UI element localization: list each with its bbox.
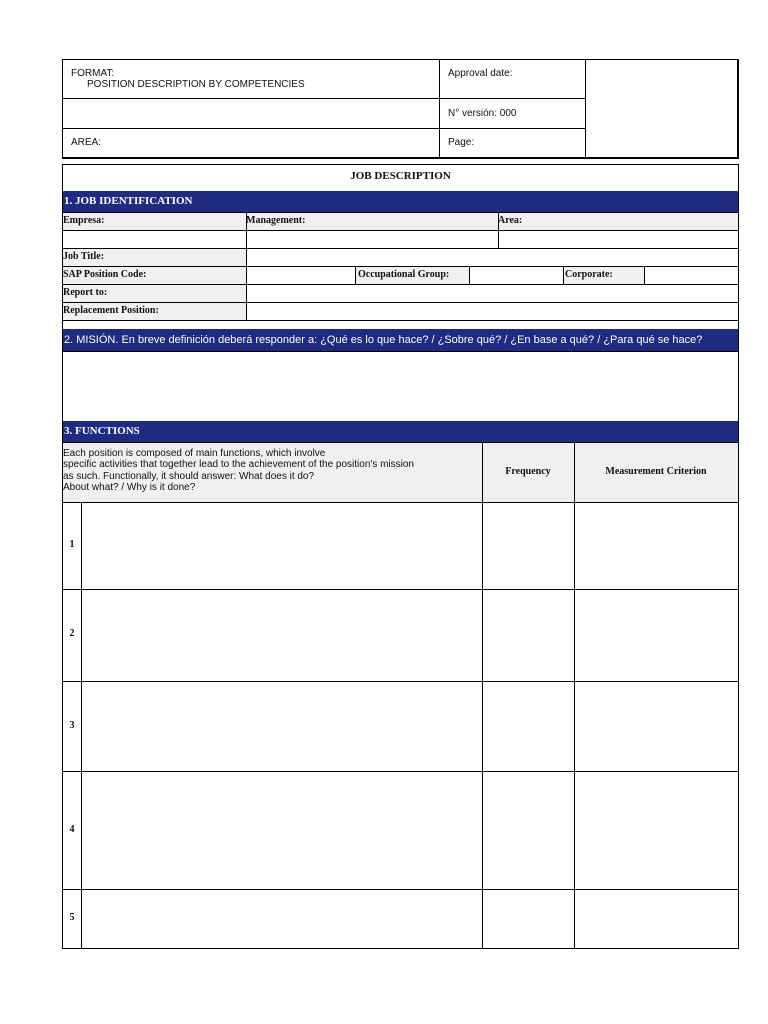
job-title-label: Job Title: (63, 251, 105, 262)
section-1-heading: 1. JOB IDENTIFICATION (63, 191, 738, 212)
replacement-position-label: Replacement Position: (63, 305, 159, 316)
grid-line (63, 681, 738, 682)
grid-line (482, 442, 483, 948)
grid-line (81, 502, 82, 948)
section-3-heading: 3. FUNCTIONS (63, 421, 738, 442)
area-field-label: Area: (498, 215, 523, 226)
grid-line (63, 266, 738, 267)
description-line: Each position is composed of main functions, which involve (63, 448, 326, 459)
section-2-heading: 2. MISIÓN. En breve definición deberá responder a: ¿Qué es lo que hace? / ¿Sobre qué? / ¿En base a qué? / ¿Para qué se hace? (63, 329, 738, 351)
version-label: N° versión: 000 (448, 108, 517, 119)
frequency-header: Frequency (505, 466, 551, 477)
header-divider (63, 128, 585, 129)
description-line: as such. Functionally, it should answer: What does it do? (63, 470, 315, 482)
measurement-criterion-header: Measurement Criterion (605, 466, 707, 477)
grid-line (574, 442, 575, 948)
area-label: AREA: (71, 137, 102, 148)
document-title: JOB DESCRIPTION (350, 170, 451, 182)
function-row-number: 5 (69, 912, 75, 923)
report-to-label: Report to: (63, 287, 108, 298)
mission-text-area[interactable] (63, 352, 738, 421)
management-label: Management: (246, 215, 306, 226)
grid-line (563, 266, 564, 284)
approval-date-label: Approval date: (448, 68, 513, 79)
grid-line (63, 320, 738, 321)
format-label: FORMAT: (71, 68, 115, 79)
header-divider (585, 60, 586, 158)
label-cell (63, 212, 738, 230)
grid-line (63, 889, 738, 890)
header-box (62, 59, 739, 159)
grid-line (63, 589, 738, 590)
grid-line (63, 302, 738, 303)
grid-line (63, 771, 738, 772)
grid-line (63, 442, 738, 443)
function-row-number: 2 (69, 628, 75, 639)
grid-line (63, 502, 738, 503)
description-line: specific activities that together lead to the achievement of the position's mission (63, 459, 414, 471)
occupational-group-label: Occupational Group: (358, 269, 450, 280)
grid-line (644, 266, 645, 284)
functions-description (63, 448, 414, 493)
grid-line (63, 284, 738, 285)
grid-line (469, 266, 470, 284)
empresa-label: Empresa: (63, 215, 105, 226)
function-row-number: 1 (69, 539, 75, 550)
grid-line (63, 248, 738, 249)
grid-line (246, 212, 247, 320)
header-divider (63, 98, 585, 99)
function-row-number: 4 (69, 824, 75, 835)
grid-line (63, 230, 738, 231)
grid-line (63, 212, 738, 213)
format-title: POSITION DESCRIPTION BY COMPETENCIES (87, 79, 305, 90)
grid-line (355, 266, 356, 284)
header-divider (439, 60, 440, 158)
corporate-label: Corporate: (565, 269, 613, 280)
description-line: About what? / Why is it done? (63, 481, 196, 493)
page-label: Page: (448, 137, 475, 148)
sap-code-label: SAP Position Code: (63, 269, 147, 280)
function-row-number: 3 (69, 720, 75, 731)
